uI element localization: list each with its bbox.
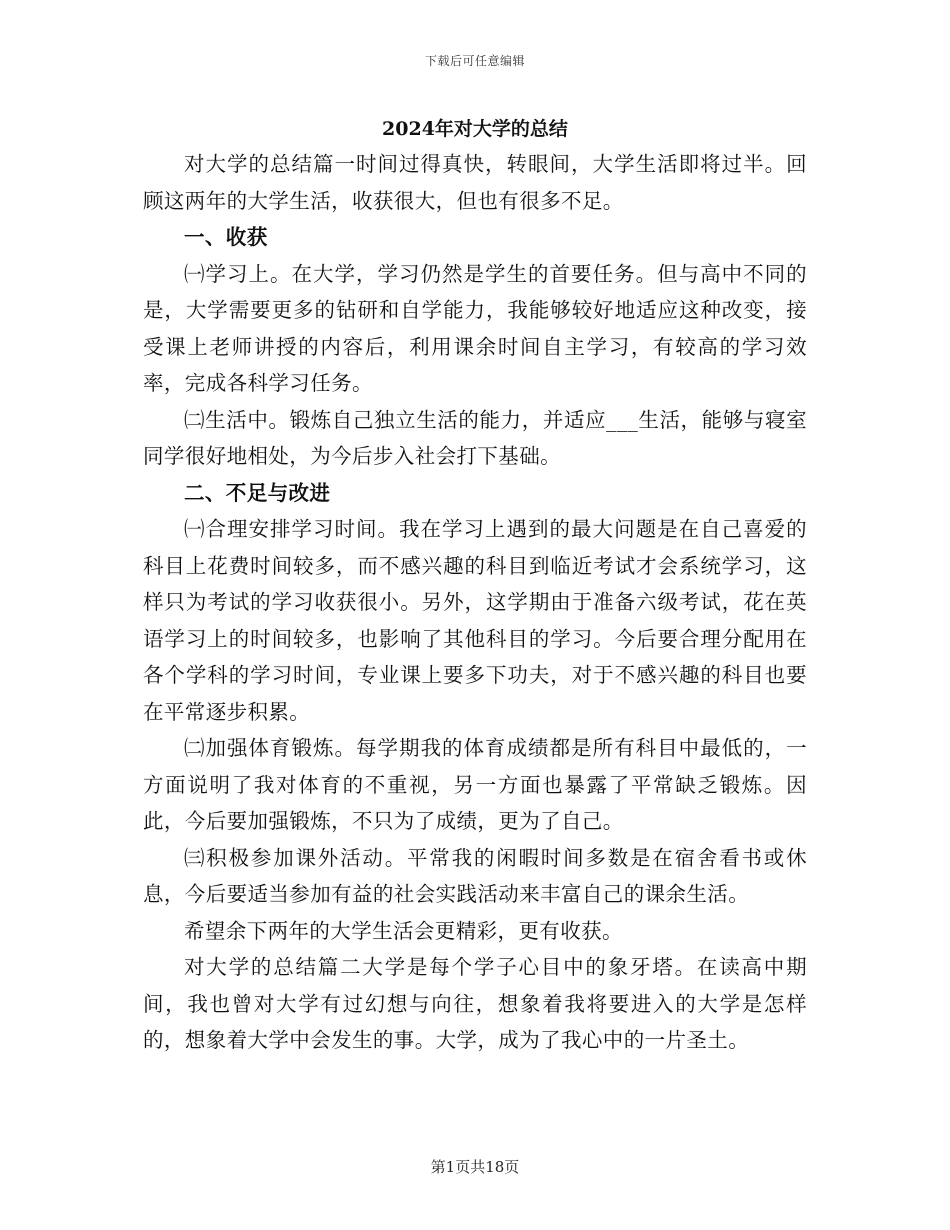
header-note: 下载后可任意编辑 [424,54,525,68]
paragraph-study: ㈠学习上。在大学，学习仍然是学生的首要任务。但与高中不同的是，大学需要更多的钻研和自学能力，我能够较好地适应这种改变，接受课上老师讲授的内容后，利用课余时间自主学习，有较高的学习效率，完成各科学习任务。 [143,261,807,395]
document-title: 2024年对大学的总结 [382,118,568,140]
section-heading-shortcomings: 二、不足与改进 [184,480,331,505]
paragraph-life: ㈡生活中。锻炼自己独立生活的能力，并适应___生活，能够与寝室同学很好地相处，为今后步入社会打下基础。 [143,407,807,468]
document-body [143,146,807,1059]
paragraph-exercise: ㈡加强体育锻炼。每学期我的体育成绩都是所有科目中最低的，一方面说明了我对体育的不重视，另一方面也暴露了平常缺乏锻炼。因此，今后要加强锻炼，不只为了成绩，更为了自己。 [143,736,807,833]
paragraph-hope: 希望余下两年的大学生活会更精彩，更有收获。 [184,918,623,943]
paragraph-time-management: ㈠合理安排学习时间。我在学习上遇到的最大问题是在自己喜爱的科目上花费时间较多，而不感兴趣的科目到临近考试才会系统学习，这样只为考试的学习收获很小。另外，这学期由于准备六级考试，花在英语学习上的时间较多，也影响了其他科目的学习。今后要合理分配用在各个学科的学习时间，专业课上要多下功夫，对于不感兴趣的科目也要在平常逐步积累。 [143,517,807,724]
paragraph-activities: ㈢积极参加课外活动。平常我的闲暇时间多数是在宿舍看书或休息，今后要适当参加有益的社会实践活动来丰富自己的课余生活。 [143,845,807,906]
page-number: 第1页共18页 [430,1158,520,1176]
paragraph-intro: 对大学的总结篇一时间过得真快，转眼间，大学生活即将过半。回顾这两年的大学生活，收获很大，但也有很多不足。 [143,152,807,213]
section-heading-gains: 一、收获 [184,225,268,249]
paragraph-part-two: 对大学的总结篇二大学是每个学子心目中的象牙塔。在读高中期间，我也曾对大学有过幻想与向往，想象着我将要进入的大学是怎样的，想象着大学中会发生的事。大学，成为了我心中的一片圣土。 [143,955,807,1052]
